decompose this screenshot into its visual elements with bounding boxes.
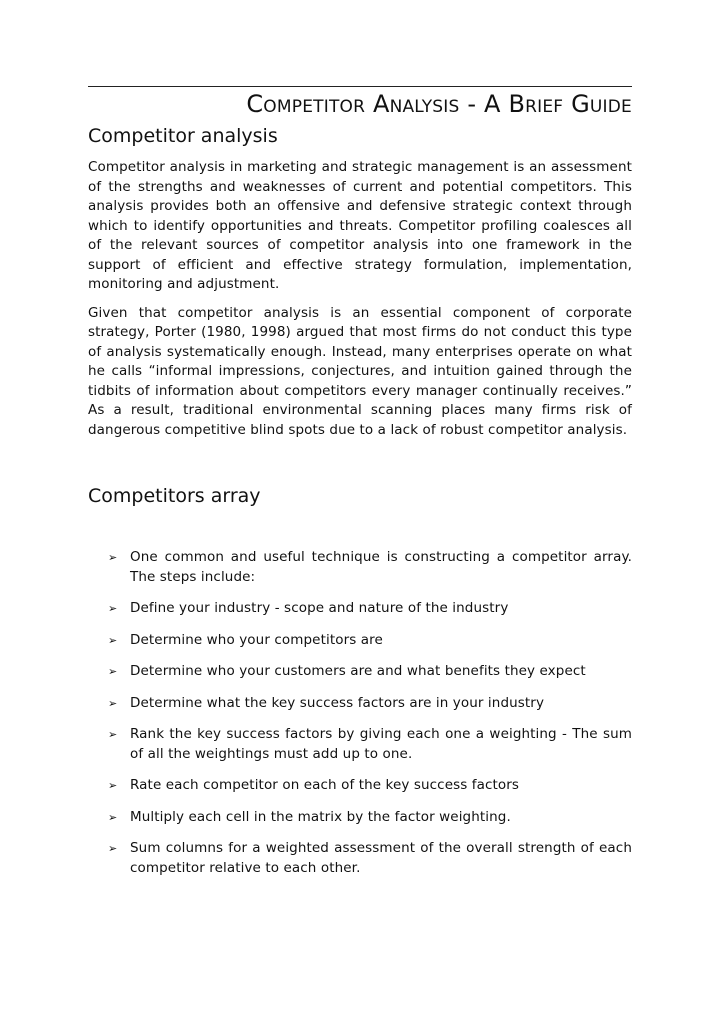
arrowhead-bullet-icon: ➢: [108, 551, 118, 564]
list-item-text: Sum columns for a weighted assessment of the overall strength of each competitor relative to each other.: [130, 840, 632, 876]
arrowhead-bullet-icon: ➢: [108, 810, 118, 824]
list-item: [88, 839, 632, 878]
list-item: [88, 599, 632, 619]
arrowhead-bullet-icon: ➢: [108, 842, 118, 855]
list-item: [88, 808, 632, 828]
list-item: [88, 725, 632, 764]
paragraph: Given that competitor analysis is an essential component of corporate strategy, Porter (1980, 1998) argued that most firms do not conduct this type of analysis systematically enough. Instead, many enterprises operate on what he calls “informal impressions, conjectures, and intuition gained through the tidbits of information about competitors every manager continually receives.” As a result, traditional environmental scanning places many firms risk of dangerous competitive blind spots due to a lack of robust competitor analysis.: [88, 304, 632, 438]
arrowhead-bullet-icon: ➢: [108, 696, 118, 710]
list-item-text: Determine who your customers are and what benefits they expect: [130, 663, 586, 679]
list-item-text: Rank the key success factors by giving each one a weighting - The sum of all the weightings must add up to one.: [130, 726, 632, 762]
arrowhead-bullet-icon: ➢: [108, 779, 118, 792]
list-item-text: One common and useful technique is constructing a competitor array. The steps include:: [130, 549, 632, 585]
list-item-text: Determine who your competitors are: [130, 631, 383, 648]
list-item: [88, 548, 632, 587]
title-rule: [88, 86, 632, 87]
list-item-text: Rate each competitor on each of the key success factors: [130, 777, 520, 793]
arrowhead-bullet-icon: ➢: [108, 665, 118, 678]
section-heading-competitors-array: Competitors array: [88, 485, 261, 507]
steps-list: [88, 548, 632, 878]
arrowhead-bullet-icon: ➢: [108, 633, 118, 647]
list-item-text: Multiply each cell in the matrix by the factor weighting.: [130, 808, 511, 825]
section-heading-competitor-analysis: Competitor analysis: [88, 125, 278, 147]
list-item-text: Define your industry - scope and nature of the industry: [130, 600, 509, 616]
list-item: [88, 662, 632, 682]
paragraph: Competitor analysis in marketing and strategic management is an assessment of the strengths and weaknesses of current and potential competitors. This analysis provides both an offensive and defensive strategic context through which to identify opportunities and threats. Competitor profiling coalesces all of the relevant sources of competitor analysis into one framework in the support of efficient and effective strategy formulation, implementation, monitoring and adjustment.: [88, 159, 632, 292]
arrowhead-bullet-icon: ➢: [108, 728, 118, 741]
document-title: Competitor Analysis - A Brief Guide: [246, 90, 632, 118]
arrowhead-bullet-icon: ➢: [108, 602, 118, 615]
list-item: [88, 776, 632, 796]
list-item: [88, 694, 632, 714]
list-item-text: Determine what the key success factors are in your industry: [130, 694, 545, 711]
list-item: [88, 631, 632, 651]
document-page: [88, 86, 632, 890]
